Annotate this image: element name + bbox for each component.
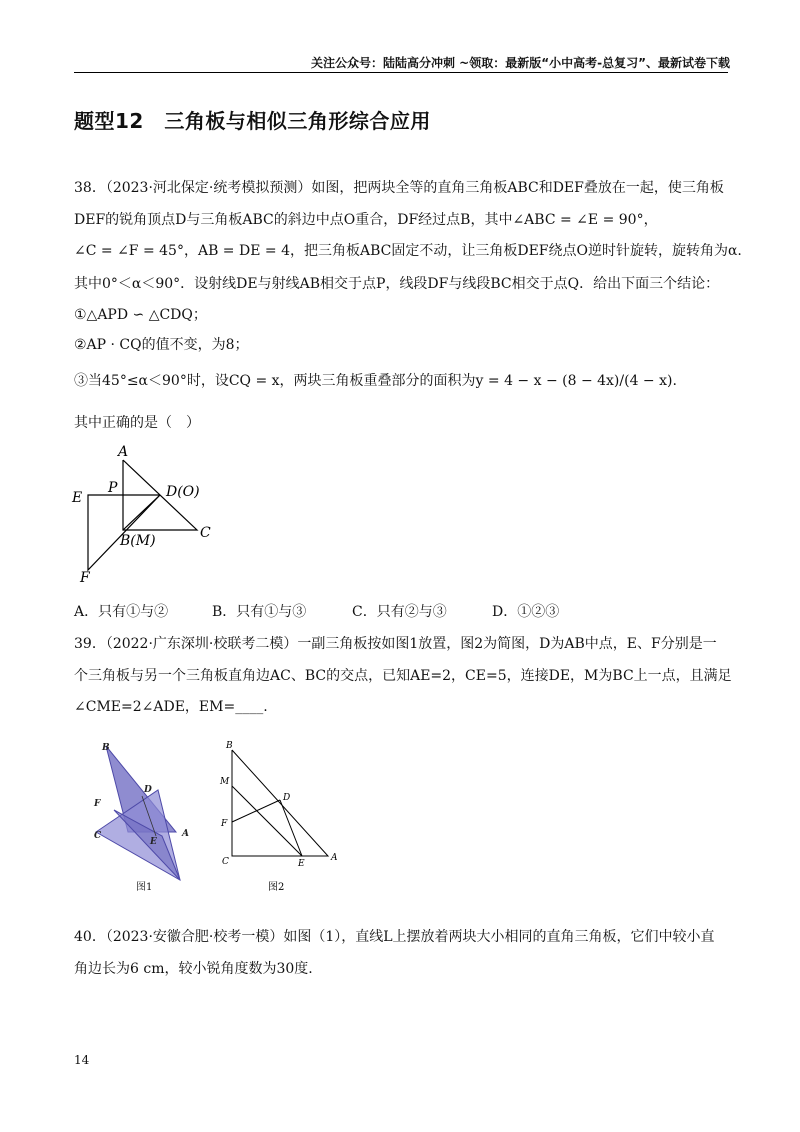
q38-figure <box>60 440 240 590</box>
q38-line-2: DEF的锐角顶点D与三角板ABC的斜边中点O重合，DF经过点B，其中∠ABC = ∠E = 90°， <box>74 212 658 228</box>
q39-line-3: ∠CME=2∠ADE，EM=____. <box>74 699 268 715</box>
label-b: B(M) <box>120 533 156 549</box>
label-d: D(O) <box>166 484 200 500</box>
fig2-label-f: F <box>221 819 228 829</box>
fig1-label-b: B <box>102 743 110 753</box>
q39-figure-2 <box>212 738 347 896</box>
q38-option-b: B．只有①与③ <box>212 604 307 620</box>
label-a: A <box>118 444 129 460</box>
label-f: F <box>80 570 90 586</box>
q38-conclusion-3: ③当45°≤α＜90°时，设CQ = x，两块三角板重叠部分的面积为y = 4 − x − (8 − 4x)/(4 − x). <box>74 373 677 389</box>
fig1-caption: 图1 <box>136 882 153 893</box>
q39-line-1: 39．（2022·广东深圳·校联考二模）一副三角板按如图1放置，图2为简图，D为AB中点，E、F分别是一 <box>74 636 717 652</box>
q40-line-2: 角边长为6 cm，较小锐角度数为30度. <box>74 961 313 977</box>
q38-prompt: 其中正确的是（ ） <box>74 415 200 431</box>
label-e: E <box>72 490 83 506</box>
fig1-label-f: F <box>94 799 101 809</box>
segment-de <box>280 800 302 856</box>
fig1-label-a: A <box>182 829 189 839</box>
q38-option-a: A．只有①与② <box>74 604 169 620</box>
q38-option-d: D．①②③ <box>492 604 560 620</box>
fig2-label-m: M <box>220 777 230 787</box>
fig2-label-b: B <box>226 741 233 751</box>
q39-line-2: 个三角板与另一个三角板直角边AC、BC的交点，已知AE=2，CE=5，连接DE，M为BC上一点，且满足 <box>74 668 732 684</box>
label-c: C <box>200 525 211 541</box>
fig1-label-d: D <box>144 785 152 795</box>
section-title: 题型12 三角板与相似三角形综合应用 <box>74 109 431 133</box>
fig1-label-c: C <box>94 831 102 841</box>
fig2-caption: 图2 <box>268 882 285 893</box>
segment-fd <box>232 800 280 822</box>
fig2-label-d: D <box>283 793 291 803</box>
triangle-abc-2 <box>232 750 328 856</box>
fig2-label-c: C <box>222 857 229 867</box>
fig1-label-e: E <box>150 837 157 847</box>
header-rule <box>74 72 728 73</box>
q38-option-c: C．只有②与③ <box>352 604 447 620</box>
page-header: 关注公众号：陆陆高分冲刺 ~领取：最新版“小中高考-总复习”、最新试卷下载 <box>311 56 730 70</box>
q38-conclusion-1: ①△APD ∽ △CDQ； <box>74 307 207 323</box>
q38-line-3: ∠C = ∠F = 45°，AB = DE = 4，把三角板ABC固定不动，让三角板DEF绕点O逆时针旋转，旋转角为α. <box>74 243 742 259</box>
q38-line-1: 38．（2023·河北保定·统考模拟预测）如图，把两块全等的直角三角板ABC和DEF叠放在一起，使三角板 <box>74 180 724 196</box>
page-number: 14 <box>74 1053 90 1067</box>
fig2-label-a: A <box>331 853 338 863</box>
fig2-label-e: E <box>298 859 305 869</box>
q40-line-1: 40．（2023·安徽合肥·校考一模）如图（1），直线L上摆放着两块大小相同的直角三角板，它们中较小直 <box>74 929 715 945</box>
label-p: P <box>108 480 118 496</box>
segment-mq <box>232 786 302 856</box>
q38-conclusion-2: ②AP · CQ的值不变，为8； <box>74 337 249 353</box>
segment-bd <box>123 495 160 530</box>
q38-line-4: 其中0°＜α＜90°．设射线DE与射线AB相交于点P，线段DF与线段BC相交于点Q．给出下面三个结论： <box>74 276 720 292</box>
q39-figure-1 <box>88 740 200 898</box>
